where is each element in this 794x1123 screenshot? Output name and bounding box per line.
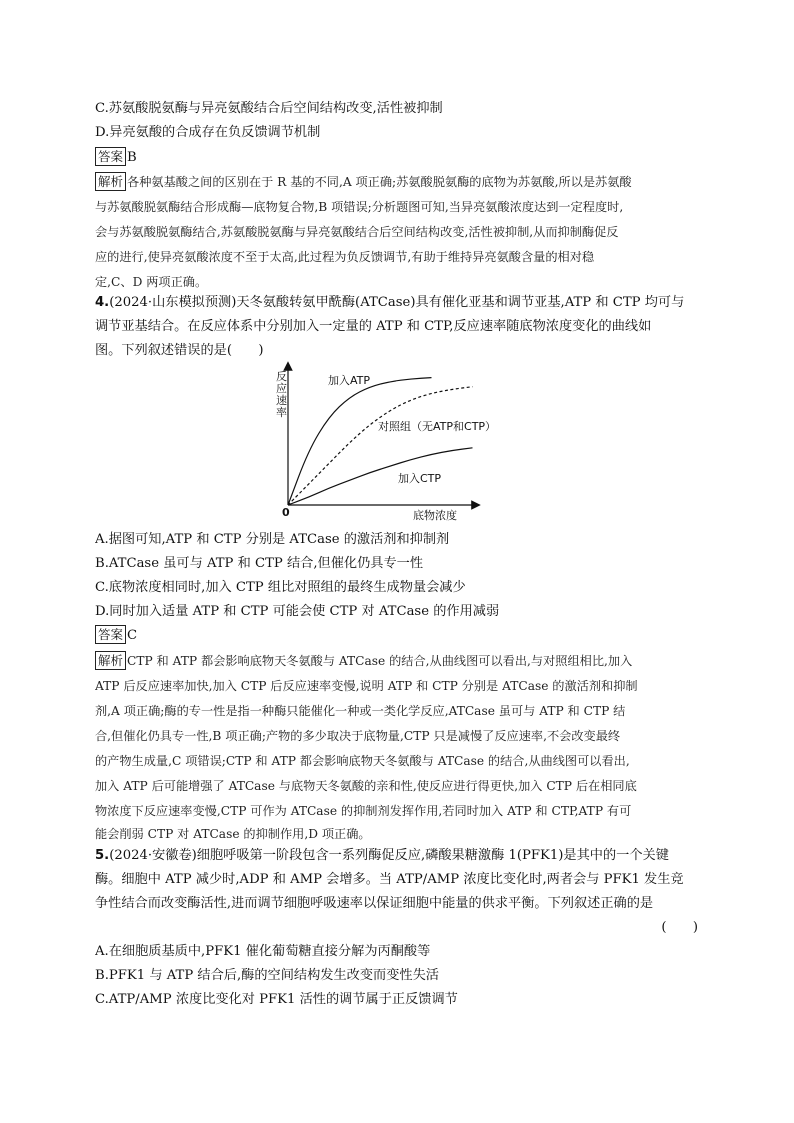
q5-source: (2024·安徽卷) bbox=[109, 848, 197, 863]
q4-stem-line-1: 4.(2024·山东模拟预测)天冬氨酸转氨甲酰酶(ATCase)具有催化亚基和调节亚基,ATP 和 CTP 均可与 bbox=[95, 295, 685, 310]
legend-label-ctp: 加入CTP bbox=[398, 472, 442, 485]
q5-option-b: B.PFK1 与 ATP 结合后,酶的空间结构发生改变而变性失活 bbox=[95, 968, 439, 983]
legend-label-atp: 加入ATP bbox=[328, 374, 371, 387]
q4-stem-line-2: 调节亚基结合。在反应体系中分别加入一定量的 ATP 和 CTP,反应速率随底物浓度变化的曲线如 bbox=[95, 319, 652, 334]
q4-option-d: D.同时加入适量 ATP 和 CTP 可能会使 CTP 对 ATCase 的作用减弱 bbox=[95, 604, 500, 619]
q4-option-b: B.ATCase 虽可与 ATP 和 CTP 结合,但催化仍具专一性 bbox=[95, 556, 424, 571]
q5-stem-line-3: 争性结合而改变酶活性,进而调节细胞呼吸速率以保证细胞中能量的供求平衡。下列叙述正确的是 bbox=[95, 896, 654, 911]
series-control-line bbox=[288, 387, 473, 505]
q4-answer: C bbox=[127, 628, 138, 643]
q5-stem-line-2: 酶。细胞中 ATP 减少时,ADP 和 AMP 会增多。当 ATP/AMP 浓度比变化时,两者会与 PFK1 发生竞 bbox=[95, 872, 684, 887]
q4-analysis-line-7: 物浓度下反应速率变慢,CTP 可作为 ATCase 的抑制剂发挥作用,若同时加入 ATP 和 CTP,ATP 有可 bbox=[95, 804, 632, 818]
q4-option-c: C.底物浓度相同时,加入 CTP 组比对照组的最终生成物量会减少 bbox=[95, 580, 466, 595]
series-layer bbox=[288, 378, 473, 505]
prev-option-d: D.异亮氨酸的合成存在负反馈调节机制 bbox=[95, 125, 321, 140]
y-axis-label: 反应速率 bbox=[276, 370, 287, 419]
q4-analysis-line-1: 解析 CTP 和 ATP 都会影响底物天冬氨酸与 ATCase 的结合,从曲线图可以看出,与对照组相比,加入 bbox=[95, 649, 707, 675]
q5-stem-line-1: 5.(2024·安徽卷)细胞呼吸第一阶段包含一系列酶促反应,磷酸果糖激酶 1(PFK1)是其中的一个关键 bbox=[95, 848, 669, 863]
prev-option-c: C.苏氨酸脱氨酶与异亮氨酸结合后空间结构改变,活性被抑制 bbox=[95, 101, 443, 116]
q4-analysis-line-5: 的产物生成量,C 项错误;CTP 和 ATP 都会影响底物天冬氨酸与 ATCase 的结合,从曲线图可以看出, bbox=[95, 754, 630, 768]
prev-answer: B bbox=[127, 150, 137, 165]
analysis-tag: 解析 bbox=[95, 172, 126, 191]
prev-analysis-line-1: 解析 各种氨基酸之间的区别在于 R 基的不同,A 项正确;苏氨酸脱氨酶的底物为苏氨酸,所以是苏氨酸 bbox=[95, 170, 707, 196]
prev-analysis-line-2: 与苏氨酸脱氨酶结合形成酶—底物复合物,B 项错误;分析题图可知,当异亮氨酸浓度达到一定程度时, bbox=[95, 200, 624, 214]
prev-analysis-line-4: 应的进行,使异亮氨酸浓度不至于太高,此过程为负反馈调节,有助于维持异亮氨酸含量的相对稳 bbox=[95, 250, 595, 264]
q5-option-c: C.ATP/AMP 浓度比变化对 PFK1 活性的调节属于正反馈调节 bbox=[95, 992, 458, 1007]
q4-analysis-line-4: 合,但催化仍具专一性,B 项正确;产物的多少取决于底物量,CTP 只是减慢了反应速率,不会改变最终 bbox=[95, 729, 621, 743]
q4-option-a: A.据图可知,ATP 和 CTP 分别是 ATCase 的激活剂和抑制剂 bbox=[95, 532, 450, 547]
q4-analysis-line-8: 能会削弱 CTP 对 ATCase 的抑制作用,D 项正确。 bbox=[95, 827, 371, 841]
x-axis-label: 底物浓度 bbox=[413, 509, 457, 522]
q4-source: (2024·山东模拟预测) bbox=[109, 295, 237, 310]
analysis-tag: 解析 bbox=[95, 651, 126, 670]
series-atp-line bbox=[288, 378, 432, 505]
q4-number: 4. bbox=[95, 295, 110, 310]
q5-number: 5. bbox=[95, 848, 110, 863]
q4-analysis-line-2: ATP 后反应速率加快,加入 CTP 后反应速率变慢,说明 ATP 和 CTP 分别是 ATCase 的激活剂和抑制 bbox=[95, 679, 638, 693]
answer-tag: 答案 bbox=[95, 625, 126, 644]
prev-analysis-line-3: 会与苏氨酸脱氨酶结合,苏氨酸脱氨酶与异亮氨酸结合后空间结构改变,活性被抑制,从而抑制酶促反 bbox=[95, 225, 619, 239]
prev-answer-line bbox=[95, 145, 705, 171]
q5-answer-paren: ( ) bbox=[661, 920, 698, 935]
q4-stem-line-3: 图。下列叙述错误的是( ) bbox=[95, 343, 264, 358]
q5-option-a: A.在细胞质基质中,PFK1 催化葡萄糖直接分解为丙酮酸等 bbox=[95, 944, 431, 959]
origin-label: 0 bbox=[282, 506, 290, 519]
q4-analysis-line-6: 加入 ATP 后可能增强了 ATCase 与底物天冬氨酸的亲和性,使反应进行得更快,加入 CTP 后在相同底 bbox=[95, 779, 637, 793]
q4-answer-line bbox=[95, 623, 705, 649]
prev-analysis-line-5: 定,C、D 两项正确。 bbox=[95, 275, 208, 289]
reaction-rate-chart bbox=[258, 358, 538, 528]
answer-tag: 答案 bbox=[95, 147, 126, 166]
q4-analysis-line-3: 剂,A 项正确;酶的专一性是指一种酶只能催化一种或一类化学反应,ATCase 虽可与 ATP 和 CTP 结 bbox=[95, 704, 626, 718]
legend-label-control: 对照组（无ATP和CTP） bbox=[378, 420, 497, 433]
